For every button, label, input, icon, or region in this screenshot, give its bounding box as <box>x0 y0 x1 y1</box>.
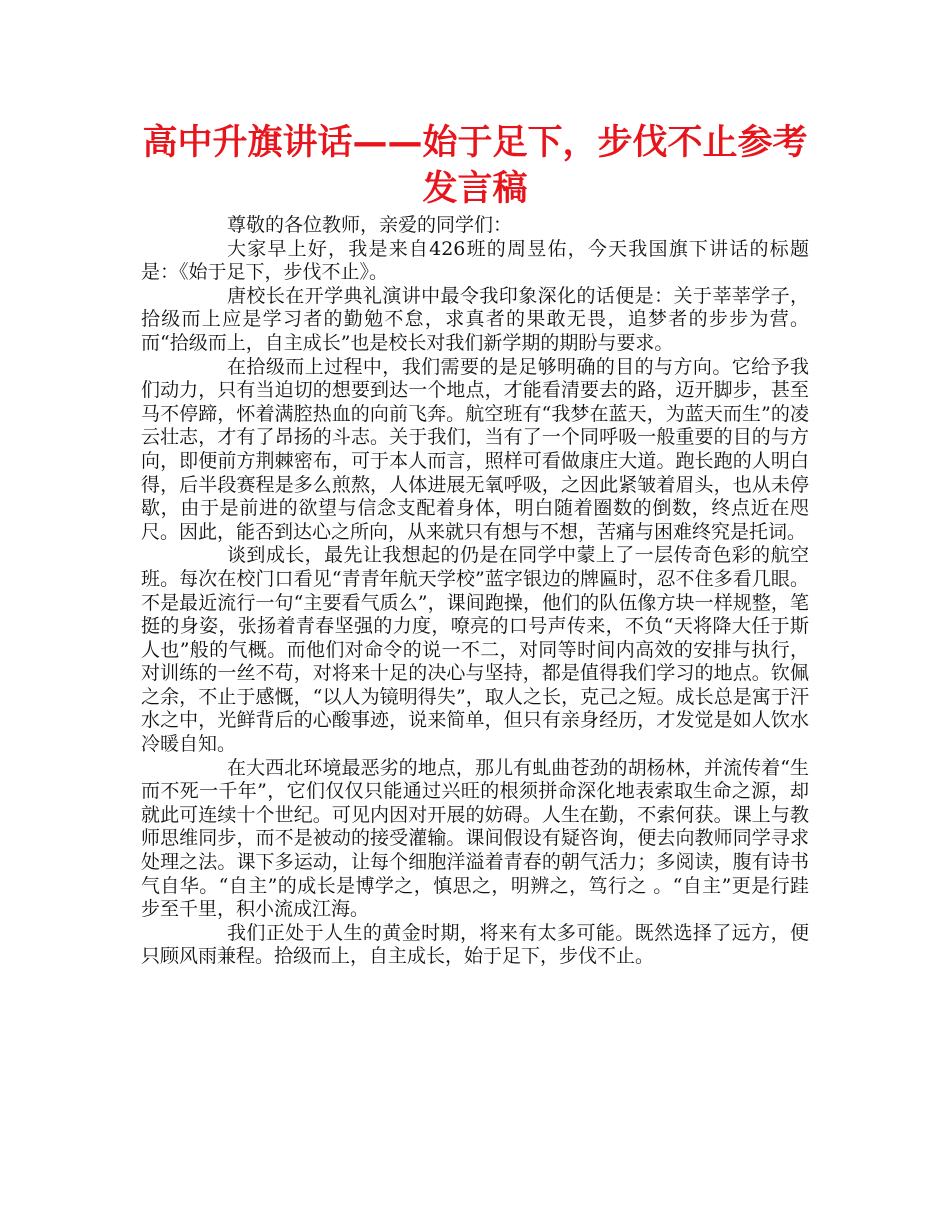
paragraph-introduction: 大家早上好，我是来自426班的周昱佑，今天我国旗下讲话的标题是：《始于足下，步伐不止》。 <box>141 237 809 284</box>
paragraph-greeting: 尊敬的各位教师，亲爱的同学们： <box>227 214 513 236</box>
document-page <box>141 120 809 969</box>
document-body <box>141 214 809 969</box>
paragraph-goal-direction: 在拾级而上过程中，我们需要的是足够明确的目的与方向。它给予我们动力，只有当迫切的想要到达一个地点，才能看清要去的路，迈开脚步，甚至马不停蹄，怀着满腔热血的向前飞奔。航空班有“我梦在蓝天，为蓝天而生”的凌云壮志，才有了昂扬的斗志。关于我们，当有了一个同呼吸一般重要的目的与方向，即便前方荆棘密布，可于本人而言，照样可看做康庄大道。跑长跑的人明白得，后半段赛程是多么煎熬，人体进展无氧呼吸，之因此紧皱着眉头，也从未停歇，由于是前进的欲望与信念支配着身体，明白随着圈数的倒数，终点近在咫尺。因此，能否到达心之所向，从来就只有想与不想，苦痛与困难终究是托词。 <box>141 355 809 543</box>
paragraph-principal-quote: 唐校长在开学典礼演讲中最令我印象深化的话便是：关于莘莘学子，拾级而上应是学习者的勤勉不怠，求真者的果敢无畏，追梦者的步步为营。而“拾级而上，自主成长”也是校长对我们新学期的期盼与要求。 <box>141 284 809 354</box>
paragraph-poplar-forest: 在大西北环境最恶劣的地点，那儿有虬曲苍劲的胡杨林，并流传着“生而不死一千年”，它们仅仅只能通过兴旺的根须拼命深化地表索取生命之源，却就此可连续十个世纪。可见内因对开展的妨碍。人生在勤，不索何获。课上与教师思维同步，而不是被动的接受灌输。课间假设有疑咨询，便去向教师同学寻求处理之法。课下多运动，让每个细胞洋溢着青春的朝气活力；多阅读，腹有诗书气自华。“自主”的成长是博学之，慎思之，明辨之，笃行之 。“自主”更是行跬步至千里，积小流成江海。 <box>141 756 809 921</box>
paragraph-growth-aviation-class: 谈到成长，最先让我想起的仍是在同学中蒙上了一层传奇色彩的航空班。每次在校门口看见“青青年航天学校”蓝字银边的牌匾时，忍不住多看几眼。不是最近流行一句“主要看气质么”，课间跑操，他们的队伍像方块一样规整，笔挺的身姿，张扬着青春坚强的力度，嘹亮的口号声传来，不负“天将降大任于斯人也”般的气概。而他们对命令的说一不二，对同等时间内高效的安排与执行，对训练的一丝不苟，对将来十足的决心与坚持，都是值得我们学习的地点。钦佩之余，不止于感慨，“以人为镜明得失”，取人之长，克己之短。成长总是寓于汗水之中，光鲜背后的心酸事迹，说来简单，但只有亲身经历，才发觉是如人饮水冷暖自知。 <box>141 544 809 756</box>
document-title: 高中升旗讲话——始于足下，步伐不止参考发言稿 <box>142 123 808 209</box>
paragraph-conclusion: 我们正处于人生的黄金时期，将来有太多可能。既然选择了远方，便只顾风雨兼程。拾级而上，自主成长，始于足下，步伐不止。 <box>141 921 809 968</box>
